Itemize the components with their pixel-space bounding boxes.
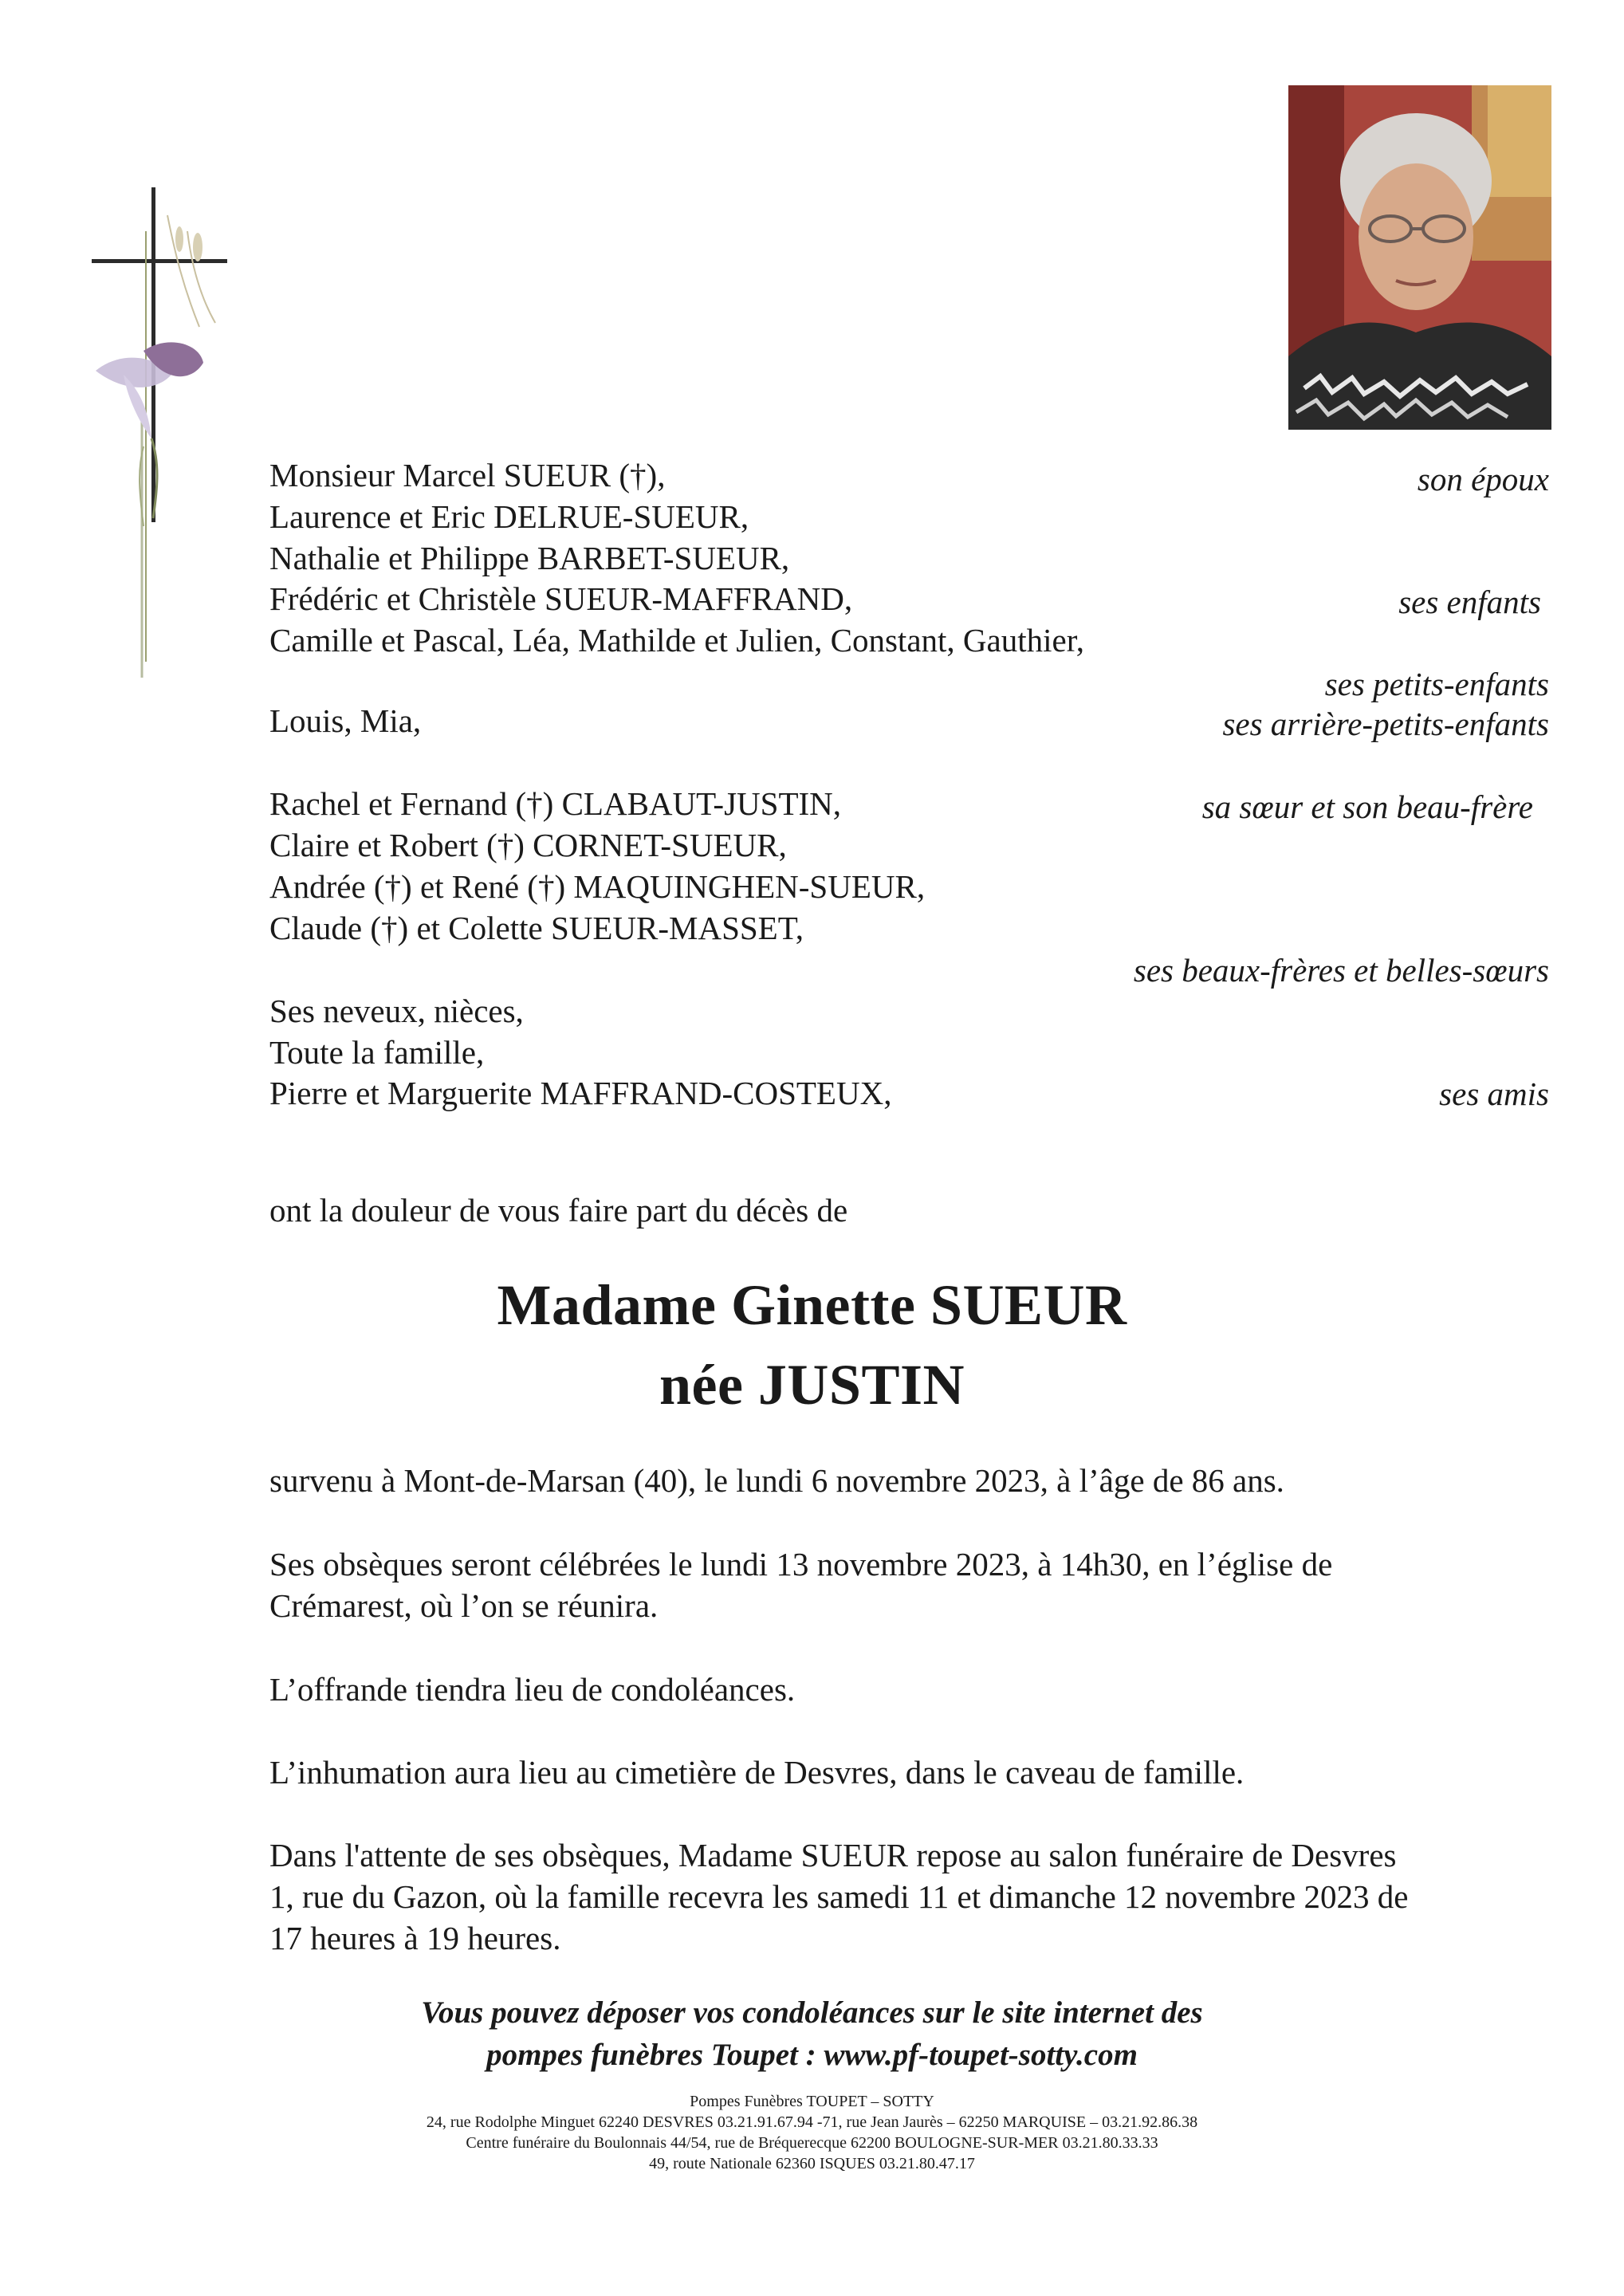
condolences-line2: pompes funèbres Toupet : www.pf-toupet-sotty.com xyxy=(486,2038,1138,2072)
funeral-paragraph-line1: Ses obsèques seront célébrées le lundi 13 novembre 2023, à 14h30, en l’église de xyxy=(269,1546,1333,1582)
family-line-10: Claude (†) et Colette SUEUR-MASSET, xyxy=(269,910,804,946)
relation-children: ses enfants xyxy=(1398,584,1541,620)
footer-address-3: 49, route Nationale 62360 ISQUES 03.21.80.47.17 xyxy=(649,2155,975,2172)
death-paragraph: survenu à Mont-de-Marsan (40), le lundi 6 novembre 2023, à l’âge de 86 ans. xyxy=(269,1462,1284,1499)
family-line-8: Claire et Robert (†) CORNET-SUEUR, xyxy=(269,827,787,863)
family-line-6: Louis, Mia, xyxy=(269,702,422,739)
relation-grandchildren: ses petits-enfants xyxy=(1324,666,1549,702)
relation-great-grandchildren: ses arrière-petits-enfants xyxy=(1222,706,1549,742)
family-line-9: Andrée (†) et René (†) MAQUINGHEN-SUEUR, xyxy=(269,868,926,905)
cross-lily-icon xyxy=(64,183,255,694)
family-line-11: Ses neveux, nièces, xyxy=(269,993,524,1029)
condolences-line1: Vous pouvez déposer vos condoléances sur le site internet des xyxy=(421,1995,1203,2030)
family-line-5: Camille et Pascal, Léa, Mathilde et Julien, Constant, Gauthier, xyxy=(269,622,1084,659)
family-line-13: Pierre et Marguerite MAFFRAND-COSTEUX, xyxy=(269,1075,892,1111)
relation-spouse: son époux xyxy=(1417,461,1549,497)
rest-paragraph-line3: 17 heures à 19 heures. xyxy=(269,1920,561,1956)
funeral-paragraph-line2: Crémarest, où l’on se réunira. xyxy=(269,1587,659,1624)
offering-paragraph: L’offrande tiendra lieu de condoléances. xyxy=(269,1671,796,1708)
burial-paragraph: L’inhumation aura lieu au cimetière de Desvres, dans le caveau de famille. xyxy=(269,1754,1245,1791)
family-line-3: Nathalie et Philippe BARBET-SUEUR, xyxy=(269,540,790,576)
rest-paragraph-line1: Dans l'attente de ses obsèques, Madame SUEUR repose au salon funéraire de Desvres xyxy=(269,1837,1397,1873)
relation-friends: ses amis xyxy=(1439,1075,1549,1112)
footer-company: Pompes Funèbres TOUPET – SOTTY xyxy=(690,2093,934,2110)
deceased-name: Madame Ginette SUEUR xyxy=(497,1273,1127,1337)
family-line-4: Frédéric et Christèle SUEUR-MAFFRAND, xyxy=(269,580,853,617)
relation-sister-brother-in-law: sa sœur et son beau-frère xyxy=(1201,788,1533,825)
relation-in-laws: ses beaux-frères et belles-sœurs xyxy=(1133,952,1549,989)
family-line-12: Toute la famille, xyxy=(269,1034,485,1071)
footer-address-2: Centre funéraire du Boulonnais 44/54, rue de Bréquerecque 62200 BOULOGNE-SUR-MER 03.21.80.33.33 xyxy=(466,2134,1158,2152)
family-line-2: Laurence et Eric DELRUE-SUEUR, xyxy=(269,498,749,535)
footer-address-1: 24, rue Rodolphe Minguet 62240 DESVRES 03.21.91.67.94 -71, rue Jean Jaurès – 62250 MARQUISE – 03.21.92.86.38 xyxy=(426,2113,1198,2131)
deceased-birth-name: née JUSTIN xyxy=(659,1353,965,1417)
family-line-1: Monsieur Marcel SUEUR (†), xyxy=(269,457,666,493)
portrait-photo xyxy=(1288,85,1551,430)
announcement-text: ont la douleur de vous faire part du décès de xyxy=(269,1192,848,1229)
rest-paragraph-line2: 1, rue du Gazon, où la famille recevra les samedi 11 et dimanche 12 novembre 2023 de xyxy=(269,1878,1409,1915)
family-line-7: Rachel et Fernand (†) CLABAUT-JUSTIN, xyxy=(269,785,841,822)
